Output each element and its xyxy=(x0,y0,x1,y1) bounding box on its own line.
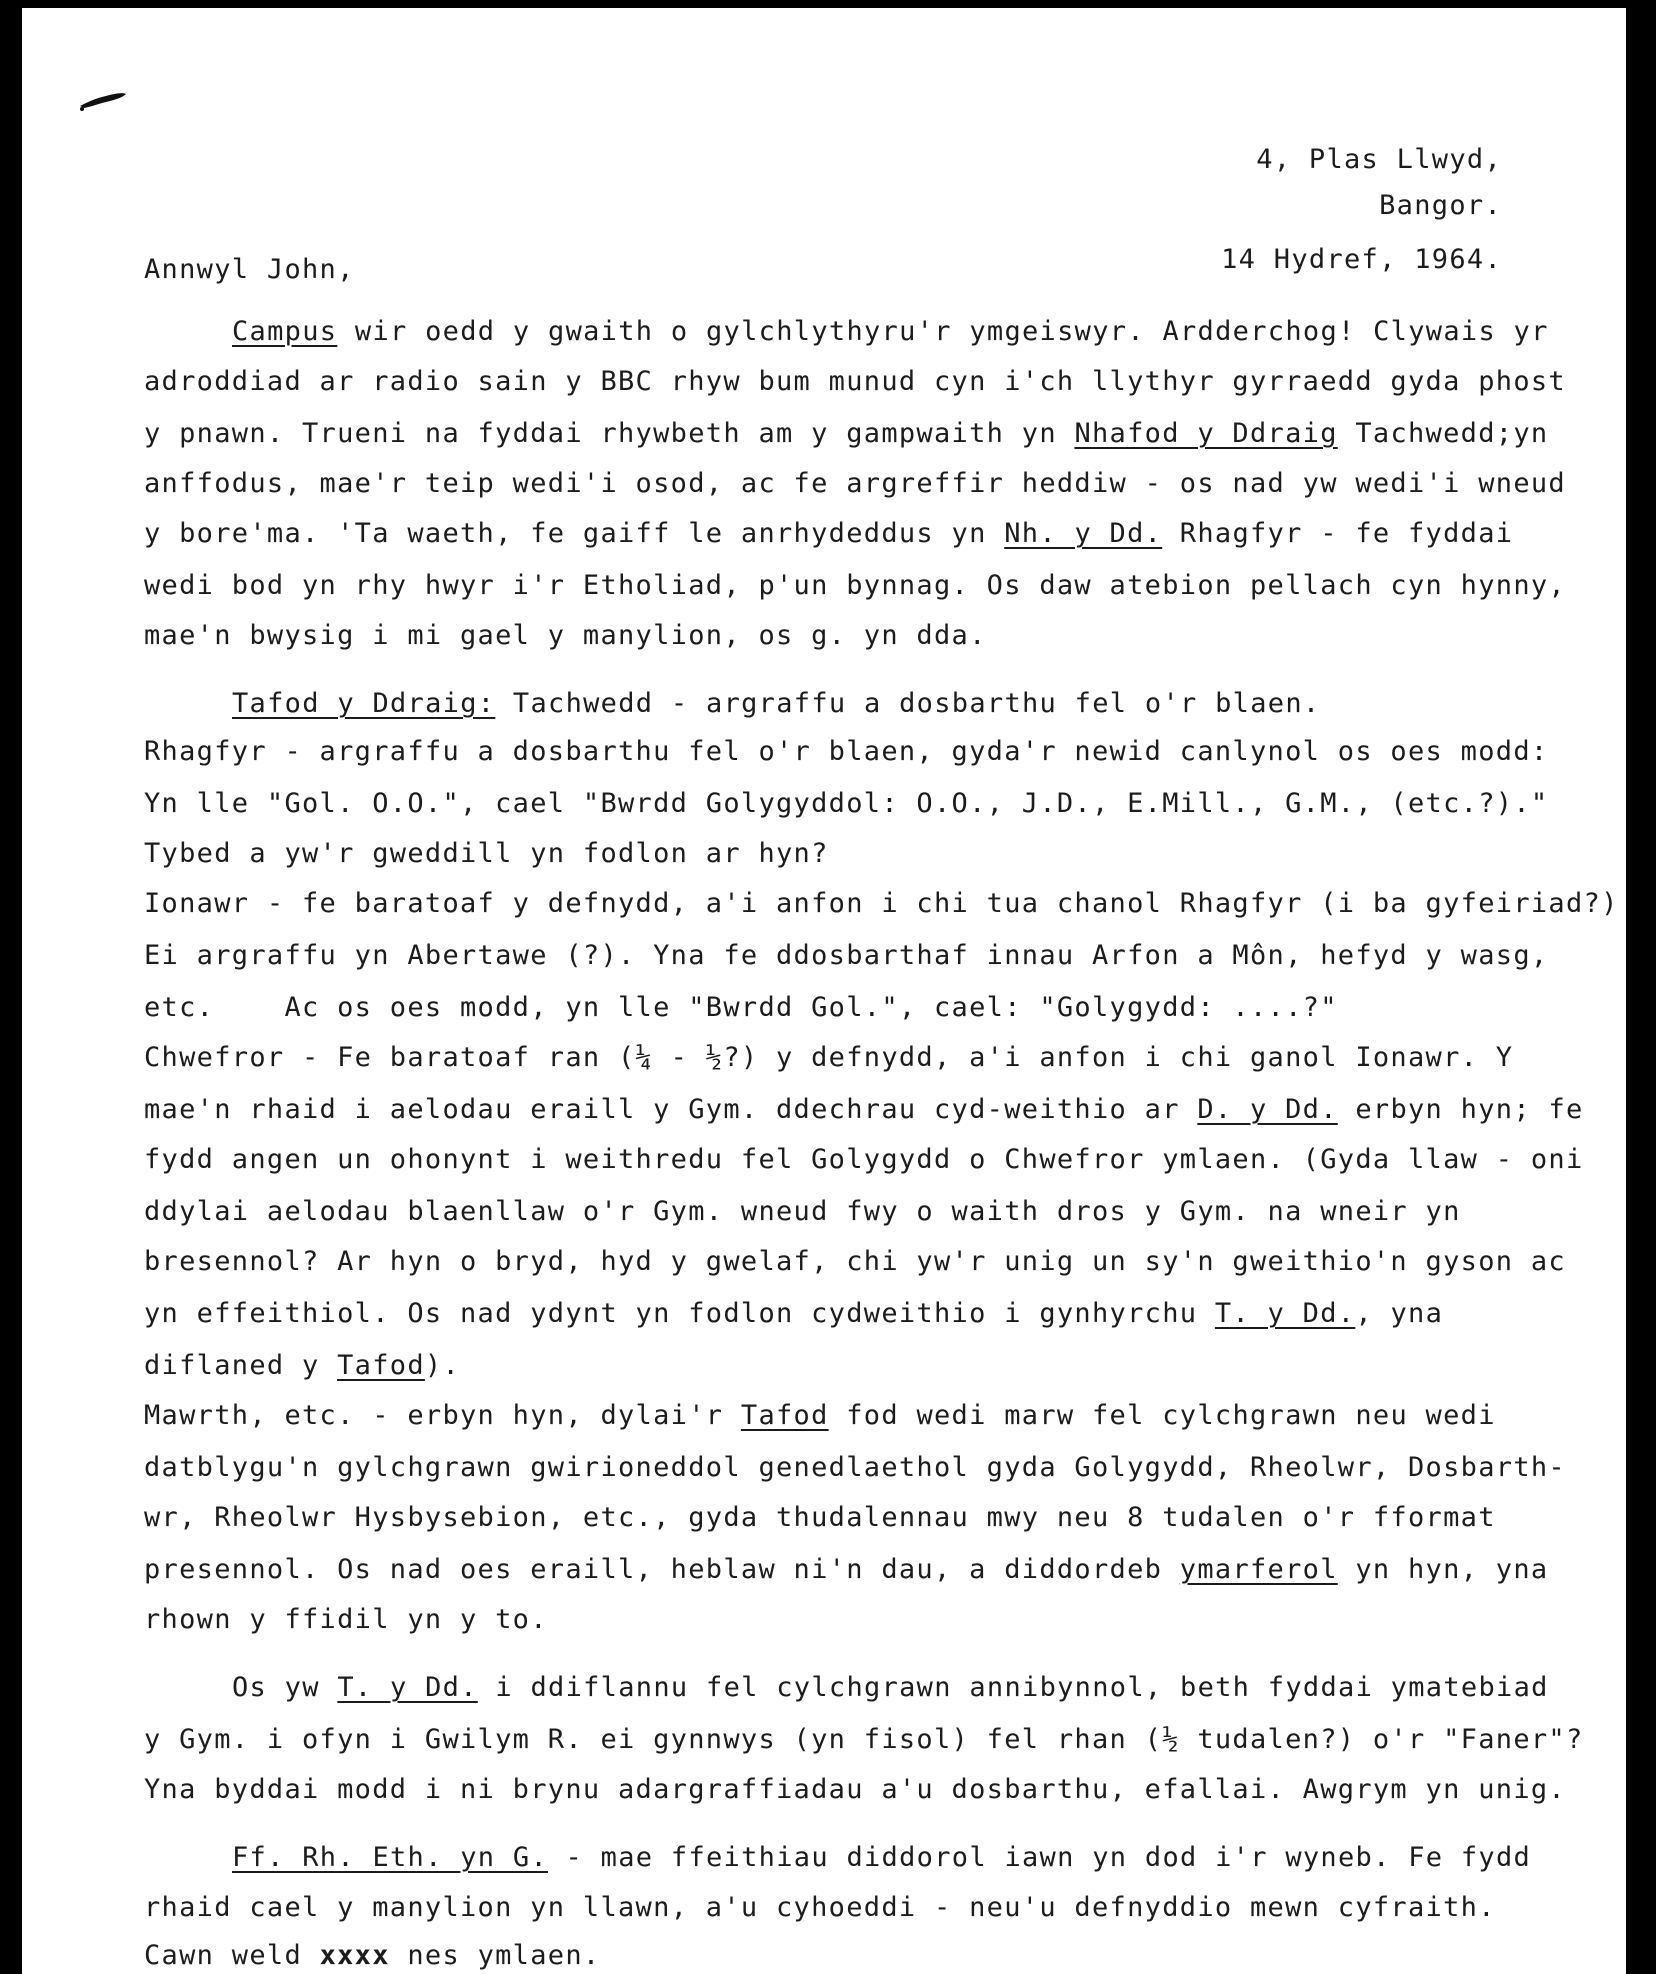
p1-line: wedi bod yn rhy hwyr i'r Etholiad, p'un bynnag. Os daw atebion pellach cyn hynny, xyxy=(144,570,1566,601)
p1-line: adroddiad ar radio sain y BBC rhyw bum munud cyn i'ch llythyr gyrraedd gyda phost xyxy=(144,366,1566,397)
p2-line: Yn lle "Gol. O.O.", cael "Bwrdd Golygyddol: O.O., J.D., E.Mill., G.M., (etc.?)." xyxy=(144,788,1549,819)
p1-line: y pnawn. Trueni na fyddai rhywbeth am y gampwaith yn Nhafod y Ddraig Tachwedd;yn xyxy=(144,418,1549,449)
p2-line: mae'n rhaid i aelodau eraill y Gym. ddechrau cyd-weithio ar D. y Dd. erbyn hyn; fe xyxy=(144,1094,1584,1125)
p2-line: bresennol? Ar hyn o bryd, hyd y gwelaf, chi yw'r unig un sy'n gweithio'n gyson ac xyxy=(144,1246,1566,1277)
p2-line: Tafod y Ddraig: Tachwedd - argraffu a dosbarthu fel o'r blaen. xyxy=(232,688,1321,719)
p4-line: Cawn weld xxxx nes ymlaen. xyxy=(144,1940,601,1971)
underlined-text: T. y Dd. xyxy=(1214,1298,1356,1329)
p1-line: Campus wir oedd y gwaith o gylchlythyru'r ymgeiswyr. Ardderchog! Clywais yr xyxy=(232,316,1549,347)
underlined-text: Ff. Rh. Eth. yn G. xyxy=(232,1842,548,1873)
underlined-text: Nhafod y Ddraig xyxy=(1074,418,1338,449)
p3-line: Os yw T. y Dd. i ddiflannu fel cylchgrawn annibynnol, beth fyddai ymatebiad xyxy=(232,1672,1549,1703)
p1-line: mae'n bwysig i mi gael y manylion, os g. yn dda. xyxy=(144,620,987,651)
p2-line: Mawrth, etc. - erbyn hyn, dylai'r Tafod fod wedi marw fel cylchgrawn neu wedi xyxy=(144,1400,1496,1431)
p4-line: Ff. Rh. Eth. yn G. - mae ffeithiau diddorol iawn yn dod i'r wyneb. Fe fydd xyxy=(232,1842,1532,1873)
underlined-text: Tafod xyxy=(740,1400,829,1431)
p3-line: y Gym. i ofyn i Gwilym R. ei gynnwys (yn fisol) fel rhan (½ tudalen?) o'r "Faner"? xyxy=(144,1724,1584,1755)
p2-line: Ionawr - fe baratoaf y defnydd, a'i anfon i chi tua chanol Rhagfyr (i ba gyfeiriad?) xyxy=(144,888,1619,919)
letter-date: 14 Hydref, 1964. xyxy=(1221,244,1502,275)
underlined-text: Campus xyxy=(232,316,338,347)
address-line-1: 4, Plas Llwyd, xyxy=(1256,144,1502,175)
underlined-text: Nh. y Dd. xyxy=(1004,518,1163,549)
p2-line: yn effeithiol. Os nad ydynt yn fodlon cydweithio i gynhyrchu T. y Dd., yna xyxy=(144,1298,1444,1329)
p2-line: datblygu'n gylchgrawn gwirioneddol genedlaethol gyda Golygydd, Rheolwr, Dosbarth- xyxy=(144,1452,1566,1483)
p2-line: wr, Rheolwr Hysbysebion, etc., gyda thudalennau mwy neu 8 tudalen o'r fformat xyxy=(144,1502,1496,1533)
underlined-text: T. y Dd. xyxy=(337,1672,478,1703)
p2-line: Chwefror - Fe baratoaf ran (¼ - ½?) y defnydd, a'i anfon i chi ganol Ionawr. Y xyxy=(144,1042,1514,1073)
p2-line: ddylai aelodau blaenllaw o'r Gym. wneud fwy o waith dros y Gym. na wneir yn xyxy=(144,1196,1461,1227)
p2-line: fydd angen un ohonynt i weithredu fel Golygydd o Chwefror ymlaen. (Gyda llaw - oni xyxy=(144,1144,1584,1175)
p2-line: presennol. Os nad oes eraill, heblaw ni'n dau, a diddordeb ymarferol yn hyn, yna xyxy=(144,1554,1549,1585)
underlined-text: Tafod y Ddraig: xyxy=(232,688,496,719)
p1-line: y bore'ma. 'Ta waeth, fe gaiff le anrhydeddus yn Nh. y Dd. Rhagfyr - fe fyddai xyxy=(144,518,1514,549)
address-line-2: Bangor. xyxy=(1379,190,1502,221)
ink-smudge xyxy=(78,90,128,112)
underlined-text: D. y Dd. xyxy=(1197,1094,1338,1125)
salutation: Annwyl John, xyxy=(144,254,355,285)
underlined-text: ymarferol xyxy=(1179,1554,1338,1585)
p4-line: rhaid cael y manylion yn llawn, a'u cyhoeddi - neu'u defnyddio mewn cyfraith. xyxy=(144,1892,1496,1923)
underlined-text: Tafod xyxy=(337,1350,425,1381)
struck-out-text: xxxx xyxy=(319,1940,390,1971)
p2-line: diflaned y Tafod). xyxy=(144,1350,461,1381)
p1-line: anffodus, mae'r teip wedi'i osod, ac fe argreffir heddiw - os nad yw wedi'i wneud xyxy=(144,468,1566,499)
p2-line: Tybed a yw'r gweddill yn fodlon ar hyn? xyxy=(144,838,829,869)
p2-line: Rhagfyr - argraffu a dosbarthu fel o'r blaen, gyda'r newid canlynol os oes modd: xyxy=(144,736,1549,767)
p3-line: Yna byddai modd i ni brynu adargraffiadau a'u dosbarthu, efallai. Awgrym yn unig. xyxy=(144,1774,1566,1805)
p2-line: rhown y ffidil yn y to. xyxy=(144,1604,548,1635)
letter-page xyxy=(22,8,1626,1974)
p2-line: Ei argraffu yn Abertawe (?). Yna fe ddosbarthaf innau Arfon a Môn, hefyd y wasg, xyxy=(144,940,1549,971)
p2-line: etc. Ac os oes modd, yn lle "Bwrdd Gol.", cael: "Golygydd: ....?" xyxy=(144,992,1338,1023)
